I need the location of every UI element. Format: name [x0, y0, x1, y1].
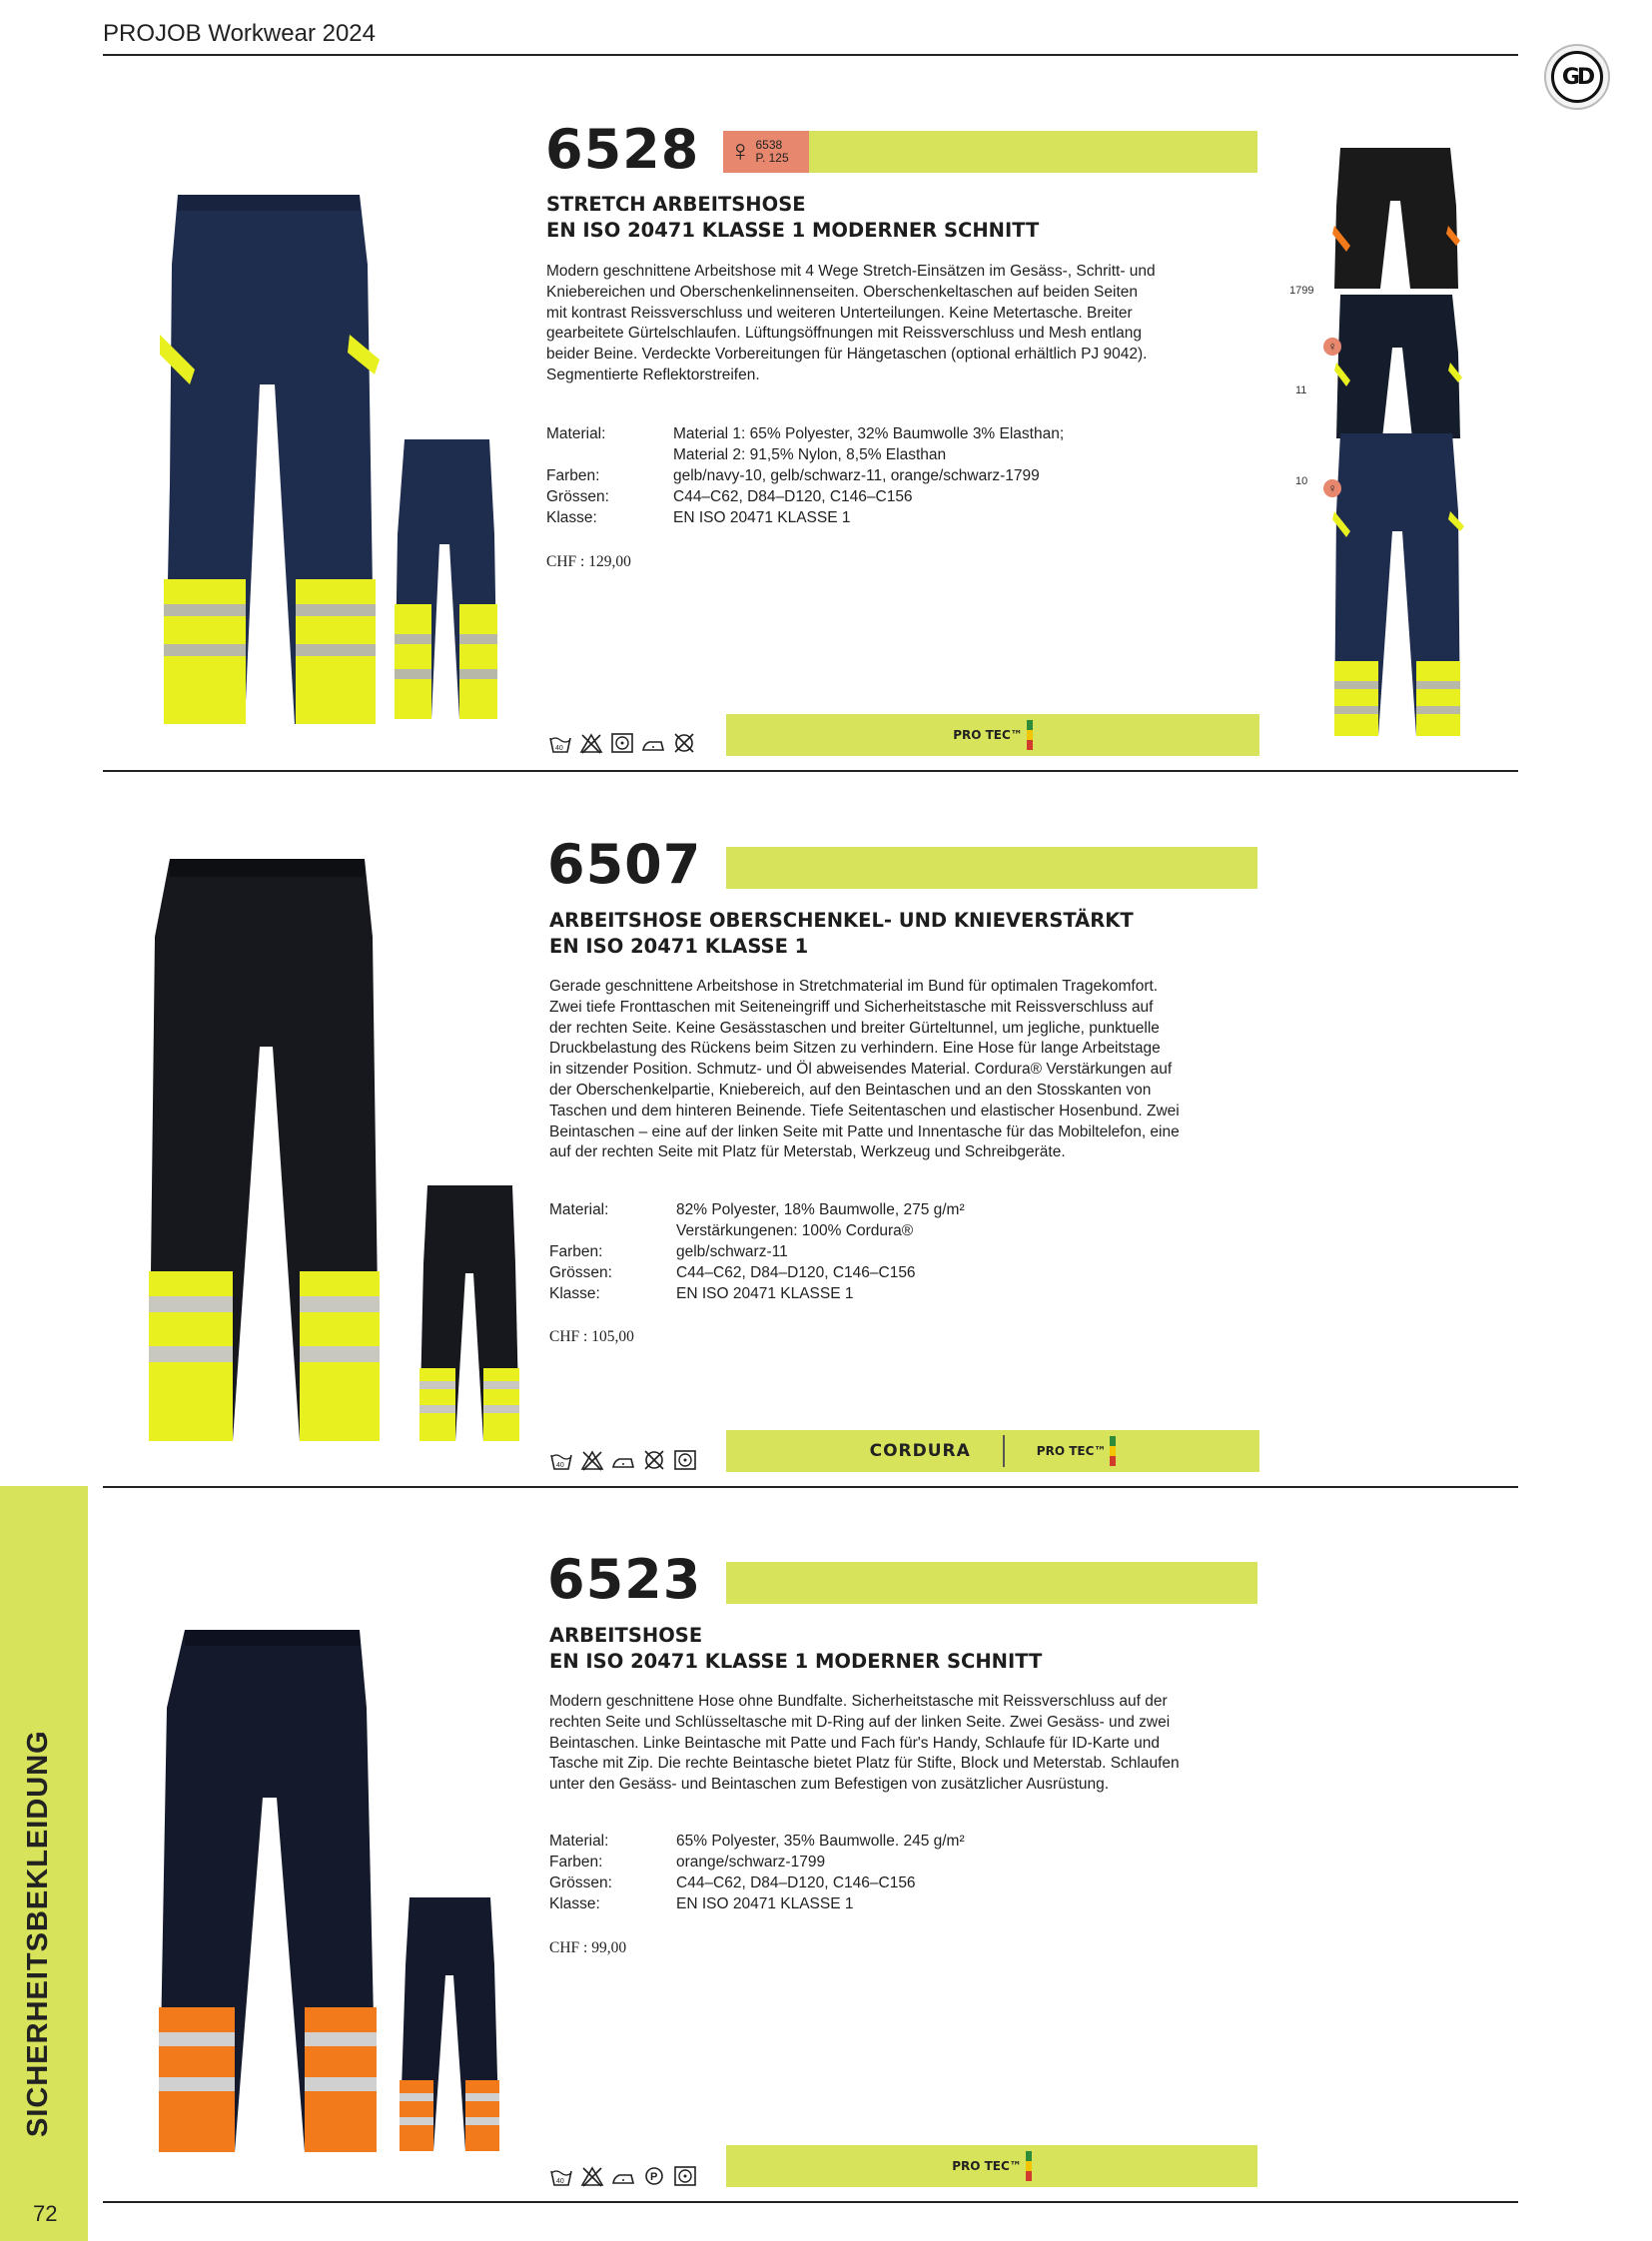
protec-logo: PRO TEC™ [952, 2151, 1032, 2181]
protec-logo: PRO TEC™ [953, 720, 1033, 750]
spec-value: C44–C62, D84–D120, C146–C156 [676, 1264, 916, 1281]
spec-value: gelb/navy-10, gelb/schwarz-11, orange/schwarz-1799 [673, 467, 1040, 484]
product-number: 6523 [547, 1548, 702, 1611]
product-description: Modern geschnittene Arbeitshose mit 4 Wege Stretch-Einsätzen im Gesäss-, Schritt- und Kniebereichen und Oberschenkelinnenseiten. Oberschenkeltaschen auf beiden Seiten mit kontrast Reissverschluss und weiteren Unterteilungen. Keine Metertasche. Breiter gearbeitete Gürtelschlaufen. Lüftungsöffnungen mit Reissverschluss und Mesh entlang beider Beine. Verdeckte Vorbereitungen für Hängetaschen (optional erhältlich PJ 9042). Segmentierte Reflektorstreifen. [546, 263, 1156, 383]
no-dryclean-icon [642, 1449, 666, 1471]
product-subtitle: EN ISO 20471 KLASSE 1 MODERNER SCHNITT [546, 219, 1040, 242]
product-description: Modern geschnittene Hose ohne Bundfalte. Sicherheitstasche mit Reissverschluss auf der rechten Seite und Schlüsseltasche mit D-Ring auf der linken Seite. Zwei Gesäss- und zwei Beintaschen. Linke Beintasche mit Patte und Fach für's Handy, Schlaufe für ID-Karte und Tasche mit Zip. Die rechte Beintasche bietet Platz für Stifte, Block und Meterstab. Schlaufen unter den Gesäss- und Beintaschen zum Befestigen von zusätzlicher Ausrüstung. [549, 1693, 1180, 1794]
tumble-dry-icon [673, 2165, 697, 2187]
spec-key: Klasse: [546, 509, 597, 526]
professional-clean-p-icon [642, 2165, 666, 2187]
footer-rule [103, 2201, 1518, 2203]
section-divider [103, 770, 1518, 772]
female-available-icon: ♀ [1323, 338, 1341, 356]
spec-value: Material 2: 91,5% Nylon, 8,5% Elasthan [673, 446, 947, 463]
section-label: SICHERHEITSBEKLEIDUNG [22, 1730, 54, 2137]
section-divider [103, 1486, 1518, 1488]
wash-40-icon [549, 1449, 573, 1471]
iron-icon [611, 1449, 635, 1471]
spec-key: Material: [549, 1201, 609, 1218]
spec-value: C44–C62, D84–D120, C146–C156 [673, 488, 913, 505]
variant-11-image [1332, 293, 1462, 440]
price: CHF : 129,00 [546, 553, 631, 570]
female-available-icon: ♀ [1323, 479, 1341, 497]
iron-icon [641, 732, 665, 754]
product-number: 6507 [547, 833, 702, 896]
female-ref-page: P. 125 [755, 151, 789, 165]
product-6523-image-back [398, 1895, 502, 2155]
care-icons [549, 2165, 697, 2187]
header-rule [103, 54, 1518, 56]
care-icons [549, 1449, 697, 1471]
wash-40-icon [549, 2165, 573, 2187]
brand-bar [726, 1430, 1259, 1472]
title-accent-bar [809, 131, 1257, 173]
spec-key: Farben: [549, 1854, 603, 1870]
spec-key: Grössen: [549, 1264, 612, 1281]
spec-key: Klasse: [549, 1895, 600, 1912]
spec-key: Klasse: [549, 1285, 600, 1302]
spec-value: 65% Polyester, 35% Baumwolle. 245 g/m² [676, 1833, 965, 1850]
spec-key: Material: [549, 1833, 609, 1850]
price: CHF : 99,00 [549, 1939, 627, 1956]
spec-table [549, 1831, 1268, 1920]
no-bleach-icon [579, 732, 603, 754]
no-bleach-icon [580, 1449, 604, 1471]
product-title: ARBEITSHOSE [549, 1624, 703, 1647]
spec-value: C44–C62, D84–D120, C146–C156 [676, 1874, 916, 1891]
catalog-title: PROJOB Workwear 2024 [103, 20, 376, 47]
brand-logo: GD [1544, 44, 1610, 110]
svg-text:40: 40 [556, 2178, 564, 2185]
product-description: Gerade geschnittene Arbeitshose in Stretchmaterial im Bund für optimalen Tragekomfort. Zwei tiefe Fronttaschen mit Seiteneingriff und Sicherheitstasche mit Reissverschluss auf der rechten Seite. Keine Gesässtaschen und breiter Gürteltunnel, um jegliche, punktuelle Druckbelastung des Rückens beim Sitzen zu verhindern. Eine Hose für lange Arbeitstage in sitzender Position. Schmutz- und Öl abweisendes Material. Cordura® Verstärkungen auf der Oberschenkelpartie, Kniebereich, auf den Beintaschen und an den Stosskanten von Taschen und dem hinteren Beinende. Tiefe Seitentaschen und elastischer Hosenbund. Zwei Beintaschen – eine auf der linken Seite mit Patte und Innentasche für das Mobiltelefon, eine auf der rechten Seite mit Platz für Meterstab, Werkzeug und Schreibgeräte. [549, 978, 1180, 1161]
care-icons [548, 732, 696, 754]
spec-table [546, 423, 1265, 533]
protec-logo: PRO TEC™ [1037, 1436, 1117, 1466]
variant-10-image [1330, 431, 1465, 741]
svg-text:P: P [650, 2171, 658, 2183]
spec-key: Farben: [549, 1243, 603, 1260]
spec-value: EN ISO 20471 KLASSE 1 [676, 1895, 854, 1912]
spec-value: EN ISO 20471 KLASSE 1 [676, 1285, 854, 1302]
product-6507-image-front [145, 857, 395, 1446]
variant-label: 11 [1295, 384, 1307, 396]
variant-label: 10 [1295, 475, 1308, 487]
cordura-logo: CORDURA [869, 1441, 971, 1461]
spec-value: 82% Polyester, 18% Baumwolle, 275 g/m² [676, 1201, 965, 1218]
svg-text:40: 40 [556, 1462, 564, 1469]
spec-key: Farben: [546, 467, 600, 484]
tumble-dry-icon [673, 1449, 697, 1471]
product-6528-image-front [150, 185, 390, 729]
spec-value: orange/schwarz-1799 [676, 1854, 826, 1870]
spec-value: Verstärkungenen: 100% Cordura® [676, 1222, 914, 1239]
title-accent-bar [726, 1562, 1257, 1604]
spec-table [549, 1199, 1268, 1309]
variant-1799-image [1330, 146, 1464, 291]
spec-key: Grössen: [549, 1874, 612, 1891]
page-number: 72 [33, 2201, 58, 2226]
spec-key: Material: [546, 425, 606, 442]
product-title: ARBEITSHOSE OBERSCHENKEL- UND KNIEVERSTÄRKT [549, 909, 1134, 932]
no-dryclean-icon [672, 732, 696, 754]
title-accent-bar [726, 847, 1257, 889]
product-subtitle: EN ISO 20471 KLASSE 1 MODERNER SCHNITT [549, 1650, 1043, 1673]
tumble-dry-icon [610, 732, 634, 754]
spec-value: gelb/schwarz-11 [676, 1243, 788, 1260]
svg-text:40: 40 [555, 745, 563, 752]
brand-bar [726, 714, 1259, 756]
spec-key: Grössen: [546, 488, 609, 505]
variant-label: 1799 [1289, 285, 1314, 297]
female-version-badge[interactable] [723, 131, 815, 173]
product-subtitle: EN ISO 20471 KLASSE 1 [549, 935, 809, 958]
product-6507-image-back [417, 1183, 522, 1445]
spec-value: Material 1: 65% Polyester, 32% Baumwolle 3% Elasthan; [673, 425, 1065, 442]
brand-separator [1003, 1435, 1005, 1467]
price: CHF : 105,00 [549, 1328, 634, 1345]
product-6528-image-back [390, 434, 504, 724]
product-title: STRETCH ARBEITSHOSE [546, 193, 806, 216]
female-ref-number: 6538 [755, 138, 783, 152]
wash-40-icon [548, 732, 572, 754]
iron-icon [611, 2165, 635, 2187]
female-icon: ♀ [729, 135, 752, 168]
spec-value: EN ISO 20471 KLASSE 1 [673, 509, 851, 526]
product-number: 6528 [545, 118, 700, 181]
brand-bar [726, 2145, 1257, 2187]
product-6523-image-front [155, 1628, 385, 2157]
no-bleach-icon [580, 2165, 604, 2187]
